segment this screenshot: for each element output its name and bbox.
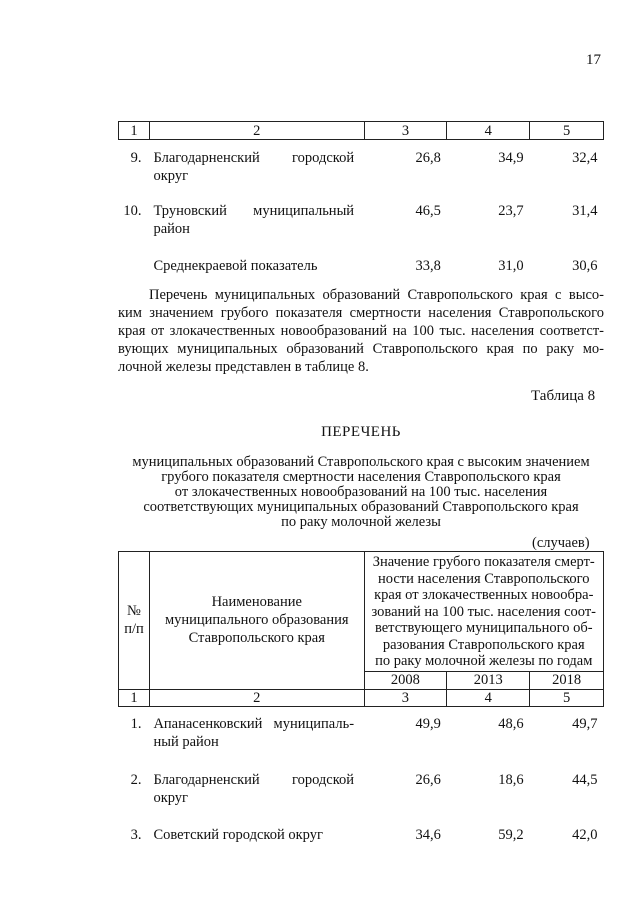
- row-name-line: Среднекраевой показатель: [153, 257, 318, 274]
- column-number: 5: [530, 689, 604, 706]
- row-value: 49,9: [415, 715, 441, 732]
- row-index: 2.: [130, 772, 142, 788]
- row-value: 26,6: [415, 772, 441, 788]
- header-value: [364, 552, 603, 672]
- paragraph-line: ким значением грубого показателя смертности населения Ставропольского: [118, 305, 604, 321]
- table-subtitle: [118, 455, 604, 530]
- column-number: 4: [447, 689, 530, 706]
- row-name-line: Благодарненский городской: [153, 772, 355, 788]
- year-cell: 2013: [447, 671, 530, 689]
- paragraph-line: Перечень муниципальных образований Ставропольского края с высо-: [149, 287, 604, 303]
- row-value: 59,2: [498, 827, 524, 843]
- row-value: 33,8: [415, 257, 441, 274]
- year-cell: 2018: [530, 671, 604, 689]
- header-text: ности населения Ставропольского: [377, 570, 590, 587]
- subtitle-line: по раку молочной железы: [281, 514, 441, 530]
- header-text: Наименование: [211, 594, 302, 611]
- header-text: п/п: [124, 621, 144, 638]
- table-row: [119, 764, 604, 818]
- row-value: 42,0: [572, 827, 598, 843]
- column-number: 1: [119, 689, 150, 706]
- header-number: [119, 552, 150, 690]
- paragraph-line: вующих муниципальных образований Ставропольского края по раку мо-: [118, 341, 604, 357]
- subtitle-line: муниципальных образований Ставропольского края с высоким значением: [132, 454, 590, 470]
- row-value: 32,4: [572, 150, 598, 166]
- row-name-line: Труновский муниципальный: [153, 202, 355, 219]
- row-value: 46,5: [415, 202, 441, 219]
- table-8: [118, 551, 604, 848]
- paragraph-line: лочной железы представлен в таблице 8.: [118, 359, 369, 375]
- page-number: 17: [586, 52, 601, 68]
- header-text: Ставропольского края: [188, 630, 325, 647]
- row-index: 9.: [130, 150, 142, 166]
- column-number: 1: [119, 122, 150, 140]
- table-row: [119, 196, 604, 251]
- header-text: края от злокачественных новообра-: [374, 587, 594, 603]
- row-index: 1.: [130, 715, 142, 732]
- header-text: муниципального образования: [164, 612, 349, 629]
- row-name-line: Благодарненский городской: [153, 150, 355, 166]
- table-row: [119, 140, 604, 196]
- row-value: 34,9: [498, 150, 524, 166]
- row-name-line: ный район: [153, 733, 219, 750]
- paragraph-line: края от злокачественных новообразований на 100 тыс. населения соответст-: [118, 323, 604, 339]
- subtitle-line: грубого показателя смертности населения Ставропольского края: [161, 469, 561, 485]
- column-number: 3: [364, 122, 447, 140]
- row-index: [119, 251, 150, 281]
- row-value: 48,6: [498, 715, 524, 732]
- table-heading: ПЕРЕЧЕНЬ: [321, 424, 401, 440]
- header-text: разования Ставропольского края: [382, 636, 585, 653]
- row-name-line: Апанасенковский муниципаль-: [153, 715, 355, 732]
- header-text: зований на 100 тыс. населения соот-: [371, 603, 597, 620]
- row-value: 31,0: [498, 257, 524, 274]
- header-name: [149, 552, 364, 690]
- year-cell: 2008: [364, 671, 447, 689]
- row-value: 18,6: [498, 772, 524, 788]
- row-name-line: Советский городской округ: [153, 827, 323, 843]
- row-index: 3.: [130, 827, 142, 843]
- row-name: [149, 140, 364, 196]
- row-name: [149, 764, 364, 818]
- header-text: Значение грубого показателя смерт-: [372, 554, 595, 570]
- row-value: 44,5: [572, 772, 598, 788]
- column-number: 3: [364, 689, 447, 706]
- unit-label: (случаев): [532, 535, 590, 551]
- column-number-row: [119, 122, 604, 140]
- column-number: 4: [447, 122, 530, 140]
- body-paragraph: [118, 286, 604, 376]
- subtitle-line: соответствующих муниципальных образований Ставропольского края: [143, 499, 579, 515]
- table-label: Таблица 8: [531, 388, 596, 404]
- table-row: [119, 818, 604, 848]
- row-value: 34,6: [415, 827, 441, 843]
- row-name: [149, 706, 364, 764]
- row-name: [149, 196, 364, 251]
- row-value: 49,7: [572, 715, 598, 732]
- row-name: [149, 251, 364, 281]
- continued-table: [118, 121, 604, 281]
- row-name: [149, 818, 364, 848]
- table-header-row: [119, 552, 604, 672]
- row-value: 30,6: [572, 257, 598, 274]
- row-index: 10.: [123, 202, 142, 219]
- header-text: ветствующего муниципального об-: [374, 620, 593, 636]
- row-name-line: округ: [153, 168, 189, 184]
- column-number: 2: [149, 122, 364, 140]
- column-number-row: [119, 689, 604, 706]
- row-value: 31,4: [572, 202, 598, 219]
- column-number: 5: [530, 122, 604, 140]
- row-name-line: округ: [153, 790, 188, 806]
- column-number: 2: [149, 689, 364, 706]
- subtitle-line: от злокачественных новообразований на 100 тыс. населения: [174, 484, 548, 500]
- row-name-line: район: [153, 220, 190, 237]
- row-value: 23,7: [498, 202, 524, 219]
- header-text: №: [127, 603, 141, 620]
- table-row-average: [119, 251, 604, 281]
- header-text: по раку молочной железы по годам: [375, 653, 593, 669]
- row-value: 26,8: [415, 150, 441, 166]
- table-row: [119, 706, 604, 764]
